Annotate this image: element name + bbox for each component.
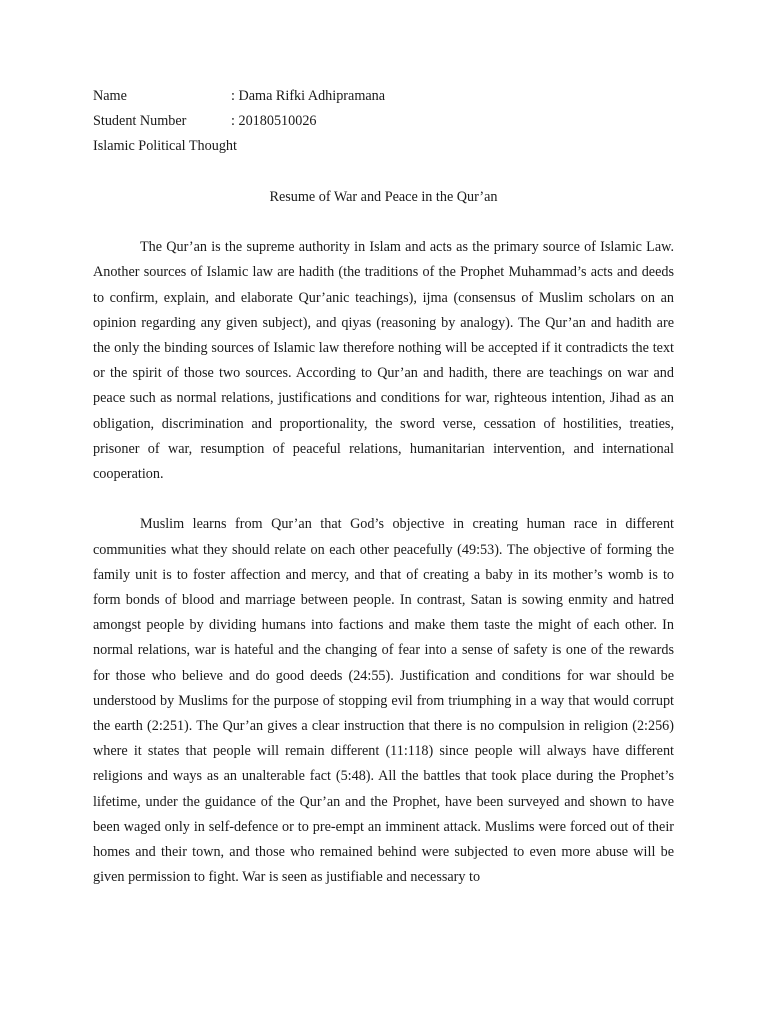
- student-number-row: [93, 109, 674, 134]
- student-number-label: Student Number: [93, 113, 187, 130]
- blank-line: [93, 210, 674, 235]
- name-label: Name: [93, 88, 127, 104]
- name-row: [93, 84, 674, 109]
- course-name: Islamic Political Thought: [93, 138, 237, 155]
- student-number-value: : 20180510026: [231, 113, 317, 130]
- paragraph-gap: [93, 487, 674, 512]
- document-title: Resume of War and Peace in the Qur’an: [269, 188, 498, 205]
- paragraph-2: Muslim learns from Qur’an that God’s objective in creating human race in different communities what they should relate on each other peacefully (49:53). The objective of forming the family unit is to foster affection and mercy, and that of creating a baby in its mother’s womb is to form bonds of blood and marriage between people. In contrast, Satan is sowing enmity and hatred amongst people by dividing humans into factions and make them taste the might of each other. In normal relations, war is hateful and the changing of fear into a sense of safety is one of the rewards for those who believe and do good deeds (24:55). Justification and conditions for war should be understood by Muslims for the purpose of stopping evil from triumphing in a way that would corrupt the earth (2:251). The Qur’an gives a clear instruction that there is no compulsion in religion (2:256) where it states that people will remain different (11:118) since people will always have different religions and ways as an unalterable fact (5:48). All the battles that took place during the Prophet’s lifetime, under the guidance of the Qur’an and the Prophet, have been surveyed and shown to have been waged only in self-defence or to pre-empt an imminent attack. Muslims were forced out of their homes and their town, and those who remained behind were subjected to even more abuse will be given permission to fight. War is seen as justifiable and necessary to: [93, 516, 674, 886]
- paragraph-1: The Qur’an is the supreme authority in Islam and acts as the primary source of Islamic Law. Another sources of Islamic law are hadith (the traditions of the Prophet Muhammad’s acts and deeds to confirm, explain, and elaborate Qur’anic teachings), ijma (consensus of Muslim scholars on an opinion regarding any given subject), and qiyas (reasoning by analogy). The Qur’an and hadith are the only the binding sources of Islamic law therefore nothing will be accepted if it contradicts the text or the spirit of those two sources. According to Qur’an and hadith, there are teachings on war and peace such as normal relations, justifications and conditions for war, righteous intention, Jihad as an obligation, discrimination and proportionality, the sword verse, cessation of hostilities, treaties, prisoner of war, resumption of peaceful relations, humanitarian intervention, and international cooperation.: [93, 239, 674, 482]
- name-value: : Dama Rifki Adhipramana: [231, 88, 386, 104]
- document-page: [93, 84, 674, 890]
- course-row: [93, 134, 674, 159]
